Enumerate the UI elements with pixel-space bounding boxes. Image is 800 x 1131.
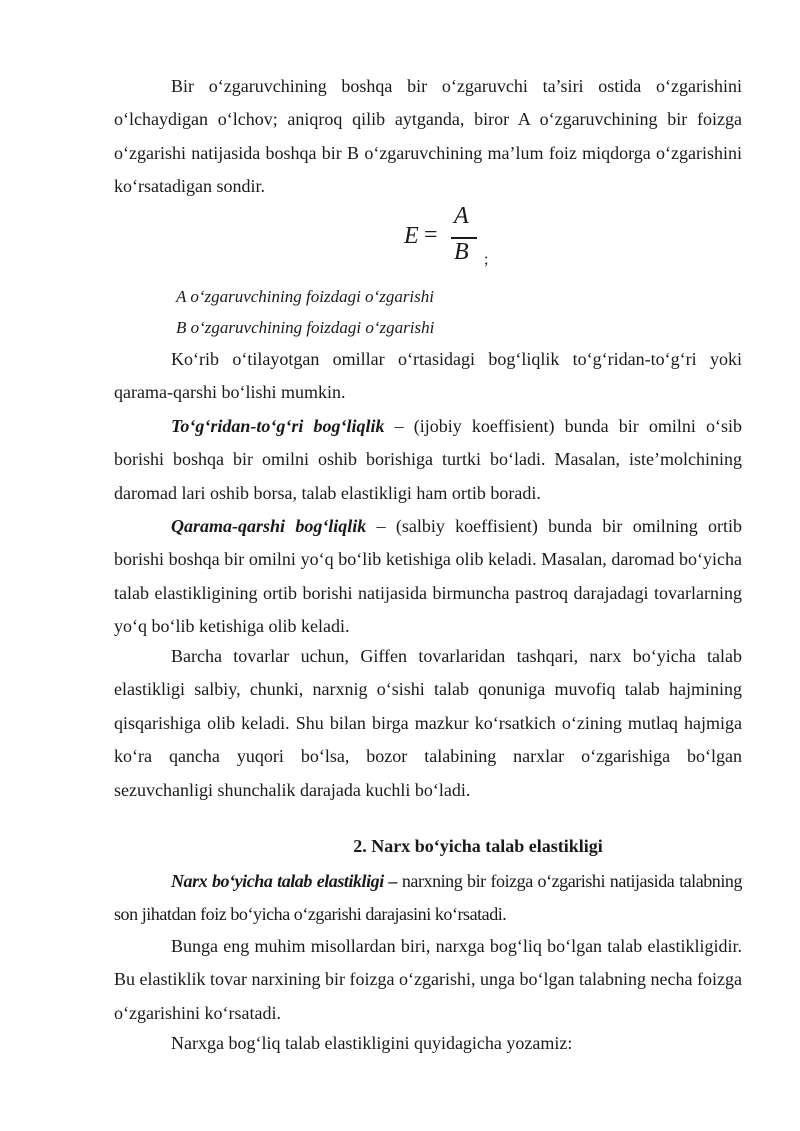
term-direct: To‘g‘ridan-to‘g‘ri bog‘liqlik — [171, 416, 385, 436]
term-inverse: Qarama-qarshi bog‘liqlik — [171, 516, 367, 536]
paragraph-example: Bunga eng muhim misollardan biri, narxga bog‘liq bo‘lgan talab elastikligidir. Bu elastiklik tovar narxining bir foizga o‘zgarishi, unga bo‘lgan talabning necha foizga o‘zgarishini ko‘rsatadi. — [114, 936, 742, 1023]
paragraph-price-elasticity: Narx bo‘yicha talab elastikligi – narxning bir foizga o‘zgarishi natijasida talabning son jihatdan foiz bo‘yicha o‘zgarishi darajasini ko‘rsatadi. — [114, 871, 742, 925]
paragraph-definition: Bir o‘zgaruvchining boshqa bir o‘zgaruvchi ta’siri ostida o‘zgarishini o‘lchaydigan o‘lchov; aniqroq qilib aytganda, biror A o‘zgaruvchining bir foizga o‘zgarishi natijasida boshqa bir B o‘zgaruvchining ma’lum foiz miqdorga o‘zgarishini ko‘rsatadigan sondir. — [114, 76, 742, 197]
formula-lhs: E — [404, 223, 419, 249]
formula-denominator: B — [454, 239, 469, 265]
section-heading: 2. Narx bo‘yicha talab elastikligi — [353, 836, 603, 856]
legend-b: B o‘zgaruvchining foizdagi o‘zgarishi — [176, 318, 435, 337]
paragraph-giffen: Barcha tovarlar uchun, Giffen tovarlaridan tashqari, narx bo‘yicha talab elastikligi salbiy, chunki, narxnig o‘sishi talab qonuniga muvofiq talab hajmining qisqarishiga olib keladi. Shu bilan birga mazkur ko‘rsatkich o‘zining mutlaq hajmiga ko‘ra qancha yuqori bo‘lsa, bozor talabining narxlar o‘zgarishiga bo‘lgan sezuvchanligi shunchalik darajada kuchli bo‘ladi. — [114, 646, 742, 800]
paragraph-inverse: Qarama-qarshi bog‘liqlik – (salbiy koeffisient) bunda bir omilning ortib borishi boshqa bir omilni yo‘q bo‘lib ketishiga olib keladi. Masalan, daromad bo‘yicha talab elastikligining ortib borishi natijasida birmuncha pastroq darajadagi tovarlarning yo‘q bo‘lib ketishiga olib keladi. — [114, 516, 742, 637]
elasticity-formula — [404, 203, 524, 273]
legend-a: A o‘zgaruvchining foizdagi o‘zgarishi — [176, 287, 434, 306]
paragraph-relationship: Ko‘rib o‘tilayotgan omillar o‘rtasidagi bog‘liqlik to‘g‘ridan-to‘g‘ri yoki qarama-qarshi bo‘lishi mumkin. — [114, 349, 742, 403]
term-price-elasticity: Narx bo‘yicha talab elastikligi – — [171, 871, 398, 891]
formula-equals: = — [424, 222, 438, 248]
formula-semicolon: ; — [484, 251, 489, 268]
formula-numerator: A — [454, 203, 469, 229]
paragraph-formula-intro: Narxga bog‘liq talab elastikligini quyidagicha yozamiz: — [171, 1033, 573, 1053]
paragraph-direct: To‘g‘ridan-to‘g‘ri bog‘liqlik – (ijobiy koeffisient) bunda bir omilni o‘sib borishi boshqa bir omilni oshib borishiga turtki bo‘ladi. Masalan, iste’molchining daromad lari oshib borsa, talab elastikligi ham ortib boradi. — [114, 416, 742, 503]
